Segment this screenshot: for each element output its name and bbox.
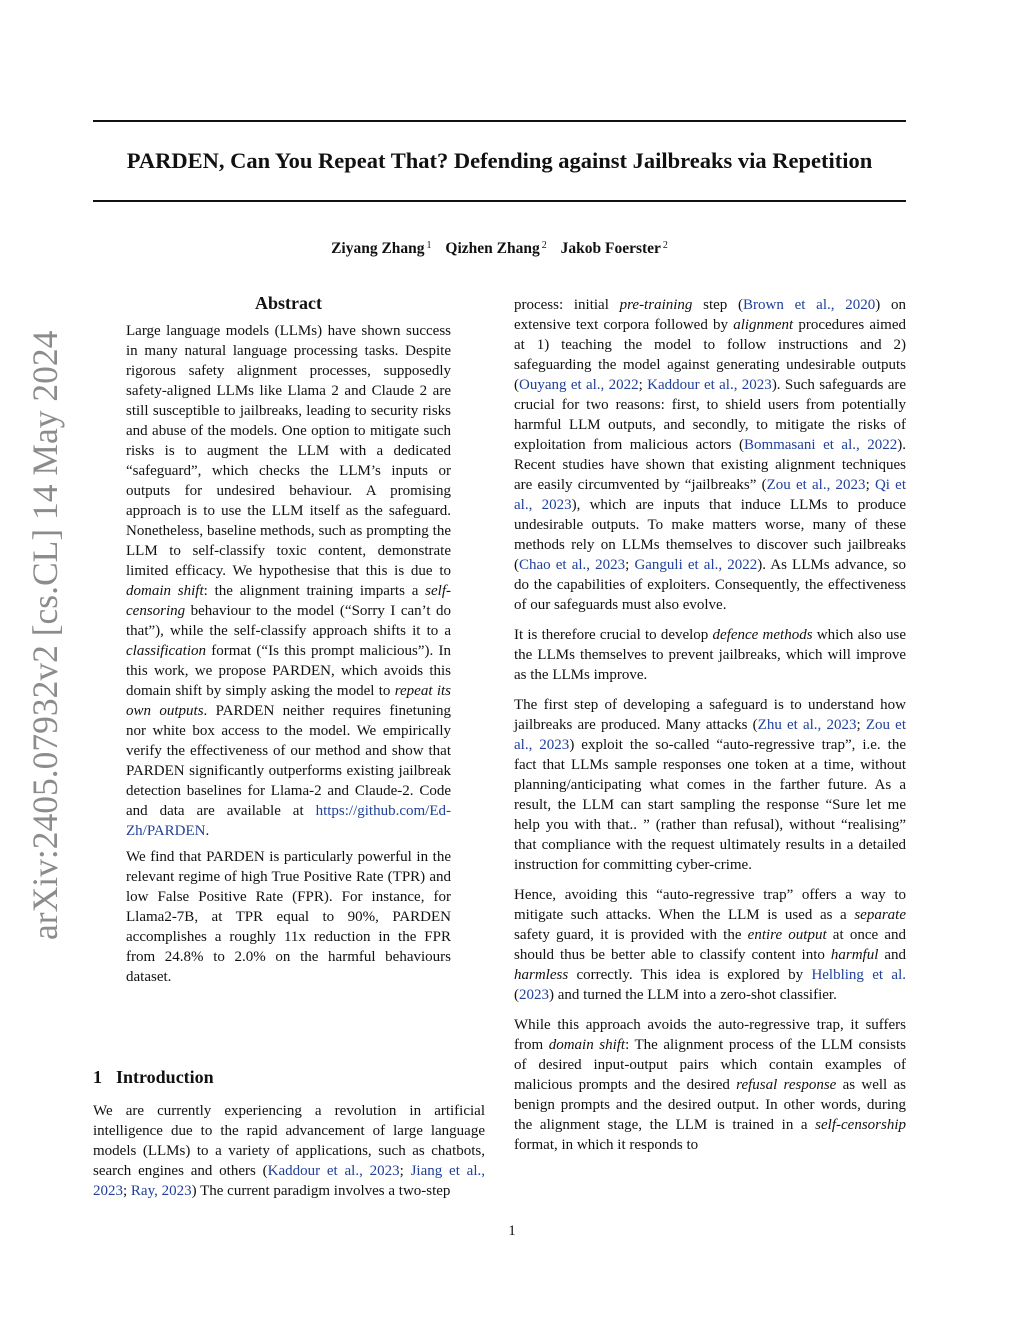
- text-run: While this approach avoids the auto-regressive trap, it suffers from: [514, 1017, 906, 1053]
- text-run: ;: [638, 377, 648, 393]
- text-run: (: [514, 987, 519, 1003]
- text-run: ;: [625, 557, 635, 573]
- body-paragraph: [514, 885, 906, 1005]
- author: [445, 240, 546, 257]
- citation-link[interactable]: Zhu et al., 2023: [757, 717, 857, 733]
- text-run: ). Such safeguards are crucial for two reasons: first, to shield users from potentially harmful LLM outputs, and secondly, to mitigate the risks of exploitation from malicious actors (: [514, 377, 907, 453]
- citation-link[interactable]: Kaddour et al., 2023: [647, 377, 772, 393]
- text-run: ;: [865, 477, 875, 493]
- author-affiliation: 1: [426, 240, 432, 251]
- text-run: format (“Is this prompt malicious”). In this work, we propose PARDEN, which avoids this domain shift by simply asking the model to: [126, 643, 451, 699]
- emphasis: self-censorship: [815, 1117, 906, 1133]
- citation-link[interactable]: Ouyang et al., 2022: [519, 377, 639, 393]
- text-run: ) on extensive text corpora followed by: [514, 297, 906, 333]
- text-run: : the alignment training imparts a: [203, 583, 426, 599]
- text-run: : The alignment process of the LLM consists of desired input-output pairs which contain examples of malicious prompts and the desired: [514, 1037, 906, 1093]
- text-run: at once and should thus be better able to classify content into: [514, 927, 906, 963]
- text-run: ;: [856, 717, 866, 733]
- emphasis: harmful: [830, 947, 879, 963]
- abstract-paragraph: [126, 321, 451, 841]
- arxiv-identifier: arXiv:2405.07932v2 [cs.CL] 14 May 2024: [25, 330, 65, 940]
- citation-link[interactable]: Ray, 2023: [130, 1183, 192, 1199]
- text-run: It is therefore crucial to develop: [514, 627, 713, 643]
- text-run: format, in which it responds to: [514, 1137, 699, 1153]
- right-column: [514, 295, 906, 1165]
- author: [561, 240, 668, 257]
- author-affiliation: 2: [541, 240, 547, 251]
- text-run: as well as benign prompts and the desired output. In other words, during the alignment stage, the LLM is trained in a: [514, 1077, 906, 1133]
- citation-link[interactable]: Chao et al., 2023: [519, 557, 626, 573]
- section-title: Introduction: [116, 1067, 214, 1087]
- text-run: ) The current paradigm involves a two-step: [191, 1183, 451, 1199]
- page-number: 1: [508, 1223, 516, 1239]
- body-paragraph: [514, 695, 906, 875]
- text-run: process: initial: [514, 297, 620, 313]
- paper-title: PARDEN, Can You Repeat That? Defending against Jailbreaks via Repetition: [126, 148, 873, 173]
- abstract-heading: Abstract: [255, 293, 322, 313]
- citation-link[interactable]: Kaddour et al., 2023: [267, 1163, 400, 1179]
- emphasis: repeat its own outputs: [126, 683, 451, 719]
- citation-link[interactable]: Jiang et al., 2023: [93, 1163, 485, 1199]
- emphasis: self-censoring: [126, 583, 451, 619]
- text-run: which also use the LLMs themselves to prevent jailbreaks, which will improve as the LLMs improve.: [514, 627, 906, 683]
- text-run: ) exploit the so-called “auto-regressive trap”, i.e. the fact that LLMs sample responses one token at a time, without planning/anticipating what comes in the farther future. As a result, the LLM can start sampling the response “Sure let me help you with that.. ” (rather than refusal), without “realising” that compliance with the request ultimately results in a detailed instruction for committing cyber-crime.: [514, 737, 906, 873]
- emphasis: domain shift: [126, 583, 204, 599]
- introduction-section: [93, 1065, 485, 1201]
- emphasis: defence methods: [712, 627, 813, 643]
- text-run: ), which are inputs that induce LLMs to produce undesirable outputs. To make matters worse, many of these methods rely on LLMs themselves to discover such jailbreaks (: [514, 497, 907, 573]
- citation-link[interactable]: Zou et al., 2023: [766, 477, 866, 493]
- text-run: procedures aimed at 1) teaching the model to follow instructions and 2) safeguarding the model against generating undesirable outputs (: [514, 317, 907, 393]
- citation-link[interactable]: Zou et al., 2023: [514, 717, 906, 753]
- citation-link[interactable]: Helbling et al.: [811, 967, 906, 983]
- text-run: safety guard, it is provided with the: [514, 927, 748, 943]
- text-run: Large language models (LLMs) have shown success in many natural language processing tasks. Despite rigorous safety alignment processes, supposedly safety-aligned LLMs like Llama 2 and Claude 2 are still susceptible to jailbreaks, leading to security risks and abuse of the models. One option to mitigate such risks is to augment the LLM with a dedicated “safeguard”, which checks the LLM’s inputs or outputs for undesired behaviour. A promising approach is to use the LLM itself as the safeguard. Nonetheless, baseline methods, such as prompting the LLM to self-classify toxic content, demonstrate limited efficacy. We hypothesise that this is due to: [126, 323, 451, 579]
- code-repository-link[interactable]: https://github.com/Ed-Zh/PARDEN: [126, 803, 451, 839]
- text-run: ;: [399, 1163, 411, 1179]
- emphasis: entire output: [747, 927, 827, 943]
- author-name: Ziyang Zhang: [331, 240, 425, 257]
- emphasis: refusal response: [736, 1077, 837, 1093]
- citation-link[interactable]: 2023: [519, 987, 549, 1003]
- body-paragraph: [514, 625, 906, 685]
- text-run: behaviour to the model (“Sorry I can’t do that”), while the self-classify approach shifts it to a: [126, 603, 451, 639]
- text-run: correctly. This idea is explored by: [568, 967, 812, 983]
- emphasis: harmless: [514, 967, 569, 983]
- section-number: 1: [93, 1067, 102, 1087]
- text-run: and: [878, 947, 906, 963]
- text-run: Hence, avoiding this “auto-regressive trap” offers a way to mitigate such attacks. When the LLM is used as a: [514, 887, 906, 923]
- author-affiliation: 2: [662, 240, 668, 251]
- emphasis: alignment: [733, 317, 794, 333]
- citation-link[interactable]: Ganguli et al., 2022: [634, 557, 758, 573]
- bottom-rule: [93, 200, 906, 202]
- text-run: ) and turned the LLM into a zero-shot classifier.: [549, 987, 837, 1003]
- emphasis: classification: [126, 643, 206, 659]
- citation-link[interactable]: Bommasani et al., 2022: [743, 437, 898, 453]
- author: [331, 240, 431, 257]
- author-name: Jakob Foerster: [560, 240, 661, 257]
- emphasis: domain shift: [548, 1037, 626, 1053]
- emphasis: separate: [854, 907, 906, 923]
- text-run: . PARDEN neither requires finetuning nor white box access to the model. We empirically verify the effectiveness of our method and show that PARDEN significantly outperforms existing jailbreak detection baselines for Llama-2 and Claude-2. Code and data are available at: [126, 703, 451, 819]
- top-rule: [93, 120, 906, 122]
- author-list: [93, 234, 906, 261]
- text-run: We are currently experiencing a revolution in artificial intelligence due to the rapid advancement of large language models (LLMs) to a variety of applications, such as chatbots, search engines and others (: [93, 1103, 485, 1179]
- abstract-paragraph: We find that PARDEN is particularly powerful in the relevant regime of high True Positive Rate (TPR) and low False Positive Rate (FPR). For instance, for Llama2-7B, at TPR equal to 90%, PARDEN accomplishes a roughly 11x reduction in the FPR from 24.8% to 2.0% on the harmful behaviours dataset.: [126, 849, 451, 985]
- text-run: ). Recent studies have shown that existing alignment techniques are easily circumvented by “jailbreaks” (: [514, 437, 906, 493]
- body-paragraph: [514, 1015, 906, 1155]
- text-run: .: [205, 823, 210, 839]
- text-run: The first step of developing a safeguard is to understand how jailbreaks are produced. Many attacks (: [514, 697, 906, 733]
- text-run: step (: [692, 297, 744, 313]
- body-paragraph: [514, 295, 906, 615]
- citation-link[interactable]: Brown et al., 2020: [743, 297, 876, 313]
- abstract-section: [126, 291, 451, 993]
- citation-link[interactable]: Qi et al., 2023: [514, 477, 906, 513]
- body-paragraph: [93, 1101, 485, 1201]
- text-run: ;: [123, 1183, 131, 1199]
- text-run: ). As LLMs advance, so do the capabilities of exploiters. Consequently, the effectiveness of our safeguards must also evolve.: [514, 557, 906, 613]
- author-name: Qizhen Zhang: [445, 240, 540, 257]
- section-heading: [93, 1065, 485, 1089]
- emphasis: pre-training: [619, 297, 693, 313]
